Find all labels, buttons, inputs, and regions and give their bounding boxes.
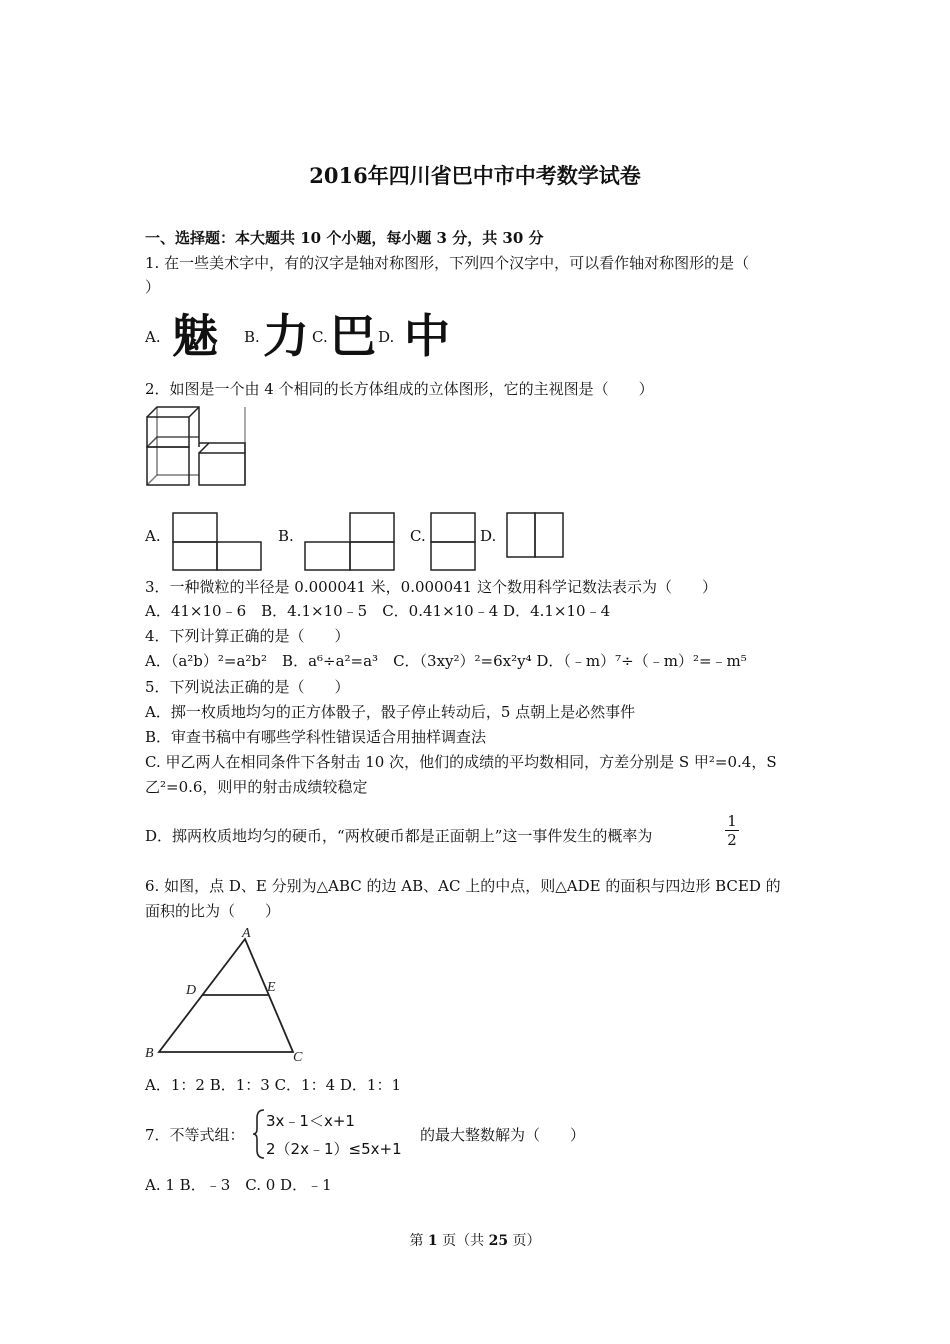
- q6-options: A．1：2 B．1：3 C．1：4 D．1：1: [145, 1076, 402, 1094]
- footer-suffix: 页）: [512, 1233, 541, 1249]
- q5-stem: 5．下列说法正确的是（ ）: [145, 678, 350, 696]
- q1-option-a-label: A.: [145, 328, 161, 346]
- q2-option-a-label: A.: [145, 527, 161, 545]
- brace-icon: [252, 1108, 266, 1160]
- fraction-denominator: 2: [725, 830, 739, 849]
- q6-stem-cont: 面积的比为（ ）: [145, 902, 281, 920]
- q4-options: A．（a²b）²=a²b² B．a⁶÷a²=a³ C．（3xy²）²=6x²y⁴ D．（﹣m）⁷÷（﹣m）²=﹣m⁵: [145, 652, 747, 670]
- page-title: 2016年四川省巴中市中考数学试卷: [309, 163, 641, 188]
- q2-option-b-figure: [304, 512, 396, 572]
- q1-stem-cont: ）: [145, 278, 161, 296]
- q6-triangle-figure: [145, 925, 310, 1065]
- q7-prefix: 7．不等式组：: [145, 1126, 245, 1144]
- q1-option-c-label: C.: [312, 328, 328, 346]
- footer-total-pages: 25: [488, 1233, 509, 1249]
- q2-option-d-label: D.: [480, 527, 497, 545]
- point-label-c: C: [293, 1050, 303, 1065]
- q2-option-c-figure: [430, 512, 478, 572]
- footer-mid: 页（共: [442, 1233, 485, 1249]
- q5-fraction: [725, 812, 739, 849]
- page-footer: [0, 1230, 950, 1250]
- q5-option-c-cont: 乙²=0.6，则甲的射击成绩较稳定: [145, 778, 368, 796]
- q4-stem: 4．下列计算正确的是（ ）: [145, 627, 350, 645]
- q5-option-c: C. 甲乙两人在相同条件下各射击 10 次，他们的成绩的平均数相同，方差分别是 S 甲²=0.4，S: [145, 753, 777, 771]
- q2-option-b-label: B.: [278, 527, 294, 545]
- footer-page-number: 1: [427, 1233, 438, 1249]
- q1-option-d-char: 中: [404, 309, 450, 363]
- q5-option-d: D．掷两枚质地均匀的硬币，“两枚硬币都是正面朝上”这一事件发生的概率为: [145, 827, 653, 845]
- q1-option-c-char: 巴: [330, 309, 376, 363]
- q3-options: A．41×10﹣6 B．4.1×10﹣5 C．0.41×10﹣4 D．4.1×10﹣4: [145, 602, 611, 620]
- footer-prefix: 第: [409, 1233, 424, 1249]
- q2-solid-figure: [145, 405, 250, 490]
- q2-option-a-figure: [172, 512, 264, 572]
- q7-suffix: 的最大整数解为（ ）: [420, 1126, 586, 1144]
- q6-stem: 6. 如图，点 D、E 分别为△ABC 的边 AB、AC 上的中点，则△ADE 的面积与四边形 BCED 的: [145, 877, 781, 895]
- point-label-e: E: [267, 980, 276, 995]
- fraction-numerator: 1: [727, 812, 737, 830]
- q2-stem: 2．如图是一个由 4 个相同的长方体组成的立体图形，它的主视图是（ ）: [145, 380, 654, 398]
- q1-option-a-char: 魅: [172, 309, 218, 363]
- q5-option-a: A．掷一枚质地均匀的正方体骰子，骰子停止转动后，5 点朝上是必然事件: [145, 703, 636, 721]
- q7-inequality-1: 3x﹣1＜x+1: [266, 1112, 355, 1130]
- section-heading: 一、选择题：本大题共 10 个小题，每小题 3 分，共 30 分: [145, 229, 544, 247]
- q7-inequality-2: 2（2x﹣1）≤5x+1: [266, 1140, 402, 1158]
- q3-stem: 3．一种微粒的半径是 0.000041 米，0.000041 这个数用科学记数法表示为（ ）: [145, 578, 717, 596]
- point-label-d: D: [186, 983, 197, 998]
- point-label-b: B: [145, 1046, 154, 1061]
- q1-option-b-char: 力: [263, 309, 309, 363]
- q2-option-c-label: C.: [410, 527, 426, 545]
- q1-option-b-label: B.: [244, 328, 260, 346]
- q1-option-d-label: D.: [378, 328, 395, 346]
- q5-option-b: B．审查书稿中有哪些学科性错误适合用抽样调查法: [145, 728, 487, 746]
- q1-stem: 1. 在一些美术字中，有的汉字是轴对称图形，下列四个汉字中，可以看作轴对称图形的是（: [145, 254, 750, 272]
- q2-option-d-figure: [506, 512, 566, 560]
- q7-options: A. 1 B．﹣3 C. 0 D．﹣1: [145, 1176, 332, 1194]
- point-label-a: A: [242, 926, 251, 941]
